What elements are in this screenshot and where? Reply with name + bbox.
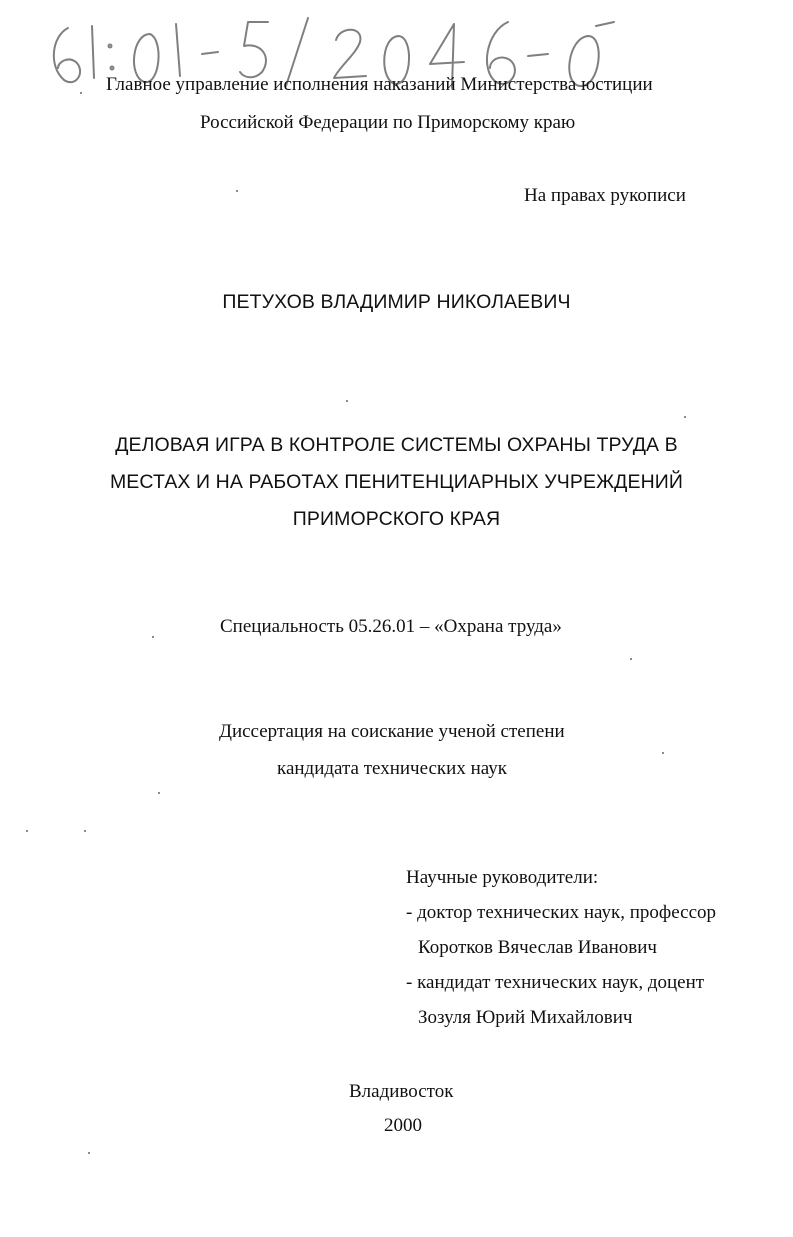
organization-line-1: Главное управление исполнения наказаний Министерства юстиции	[106, 74, 653, 95]
advisor-2-name: Зозуля Юрий Михайлович	[418, 1007, 633, 1028]
city: Владивосток	[349, 1081, 454, 1102]
title-line-1: ДЕЛОВАЯ ИГРА В КОНТРОЛЕ СИСТЕМЫ ОХРАНЫ ТРУДА В	[115, 434, 678, 456]
scan-speck	[662, 752, 664, 754]
year: 2000	[384, 1115, 422, 1136]
scan-speck	[346, 400, 348, 402]
manuscript-rights: На правах рукописи	[524, 185, 686, 206]
dissertation-line-2: кандидата технических наук	[277, 758, 507, 779]
author-name: ПЕТУХОВ ВЛАДИМИР НИКОЛАЕВИЧ	[222, 291, 571, 313]
advisor-1-degree: - доктор технических наук, профессор	[406, 902, 717, 923]
title-line-2: МЕСТАХ И НА РАБОТАХ ПЕНИТЕНЦИАРНЫХ УЧРЕЖДЕНИЙ	[109, 471, 684, 493]
dissertation-line-1: Диссертация на соискание ученой степени	[219, 721, 565, 742]
advisors-heading: Научные руководители:	[406, 867, 599, 888]
scan-speck	[630, 658, 632, 660]
advisor-1-name: Коротков Вячеслав Иванович	[418, 937, 657, 958]
scan-speck	[88, 1152, 90, 1154]
scan-speck	[80, 92, 82, 94]
scan-speck	[236, 190, 238, 192]
scan-speck	[684, 416, 686, 418]
organization-line-2: Российской Федерации по Приморскому краю	[200, 112, 576, 133]
scan-speck	[152, 636, 154, 638]
advisor-2-degree: - кандидат технических наук, доцент	[406, 972, 705, 993]
title-line-3: ПРИМОРСКОГО КРАЯ	[292, 508, 501, 530]
specialty: Специальность 05.26.01 – «Охрана труда»	[220, 616, 562, 637]
scan-speck	[158, 792, 160, 794]
scan-speck	[84, 830, 86, 832]
scan-speck	[26, 830, 28, 832]
